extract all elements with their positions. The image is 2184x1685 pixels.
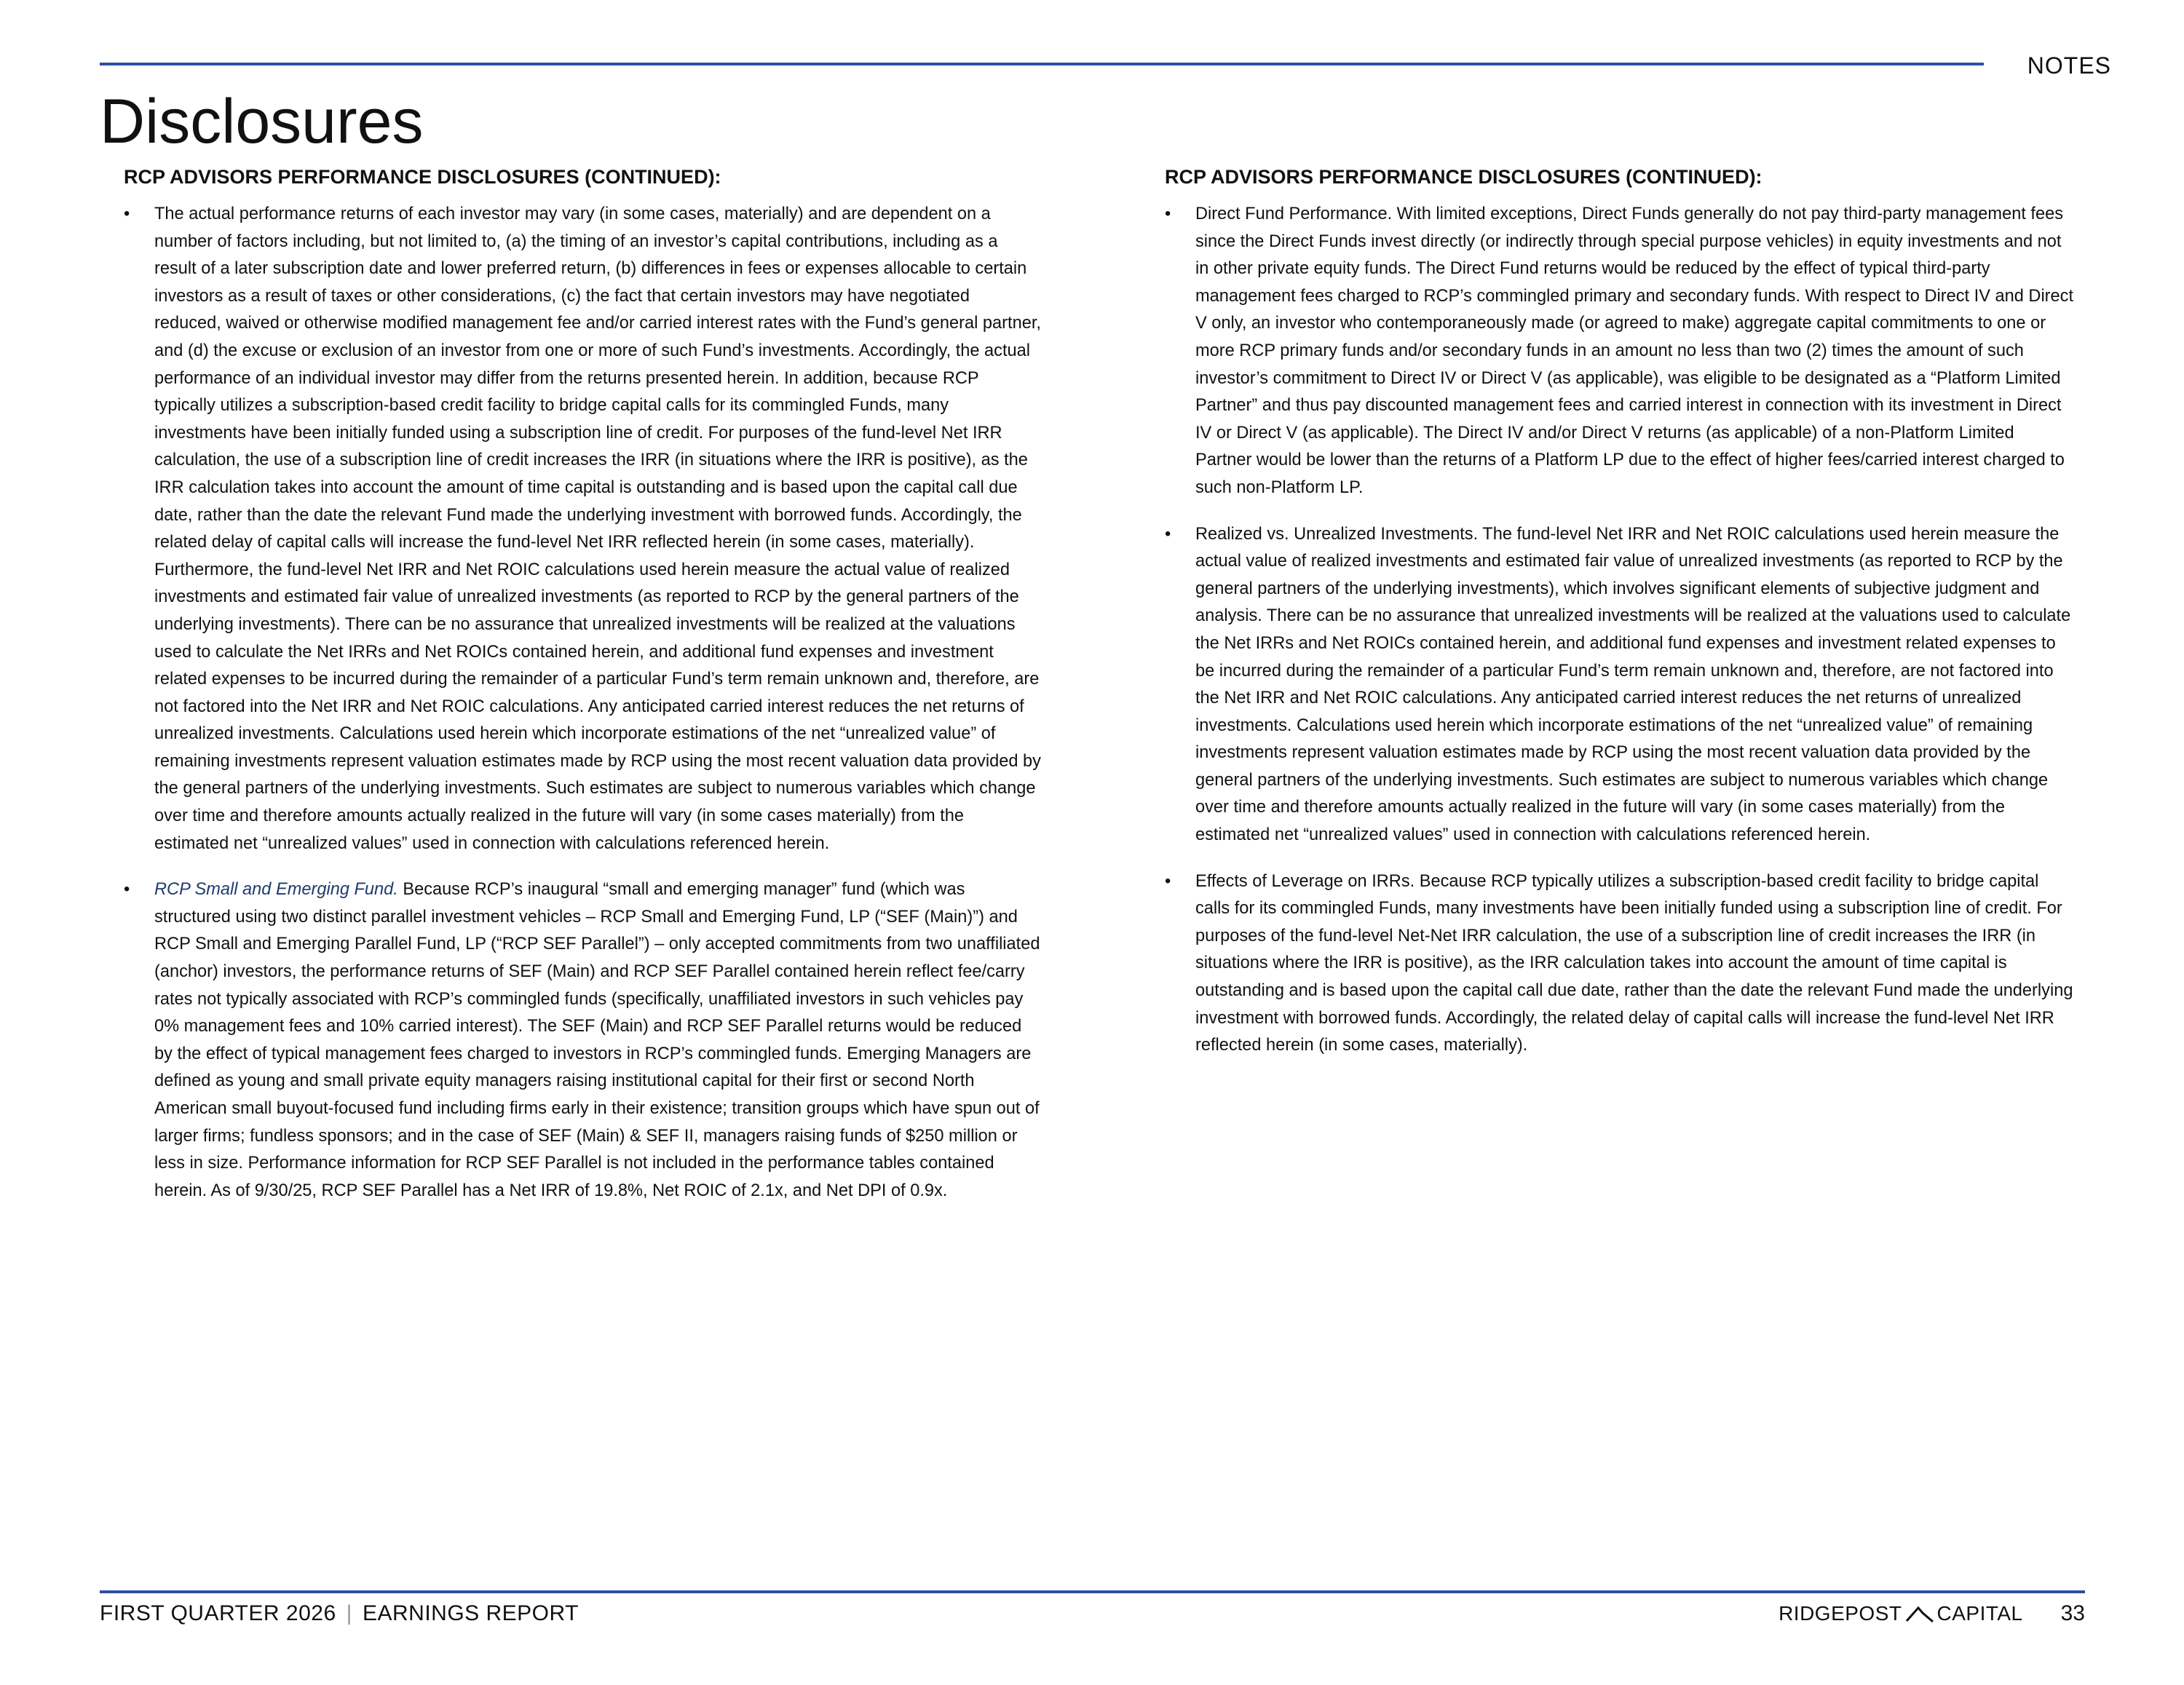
disclosure-bullet bbox=[1165, 201, 2075, 502]
logo-text-right: CAPITAL bbox=[1936, 1602, 2023, 1625]
footer-separator: | bbox=[346, 1601, 352, 1625]
right-column-heading: RCP ADVISORS PERFORMANCE DISCLOSURES (CONTINUED): bbox=[1165, 166, 1762, 188]
bullet-lead: RCP Small and Emerging Fund. bbox=[154, 880, 398, 900]
disclosure-bullet bbox=[124, 876, 1041, 1205]
page-title: Disclosures bbox=[100, 87, 424, 156]
section-tag: NOTES bbox=[2027, 52, 2111, 79]
company-logo bbox=[1779, 1602, 2023, 1625]
disclosure-bullet bbox=[1165, 868, 2075, 1060]
bullet-text: The actual performance returns of each investor may vary (in some cases, materially) and are dependent on a number of factors including, but not limited to, (a) the timing of an investor’s capital contributions, including as a result of a later subscription date and lower preferred return, (b) differences in fees or expenses allocable to certain investors as a result of taxes or other considerations, (c) the fact that certain investors may have negotiated reduced, waived or otherwise modified management fee and/or carried interest rates with the Fund’s general partner, and (d) the excuse or exclusion of an investor from one or more of such Fund’s investments. Accordingly, the actual performance of an individual investor may differ from the returns presented herein. In addition, because RCP typically utilizes a subscription-based credit facility to bridge capital calls for its commingled Funds, many investments have been initially funded using a subscription line of credit. For purposes of the fund-level Net IRR calculation, the use of a subscription line of credit increases the IRR (in situations where the IRR is positive), as the IRR calculation takes into account the amount of time capital is outstanding and is based upon the capital call due date, rather than the date the relevant Fund made the underlying investment with borrowed funds. Accordingly, the related delay of capital calls will increase the fund-level Net IRR reflected herein (in some cases, materially). Furthermore, the fund-level Net IRR and Net ROIC calculations used herein measure the actual value of realized investments and estimated fair value of unrealized investments (as reported to RCP by the general partners of the underlying investments). There can be no assurance that unrealized investments will be realized at the valuations used to calculate the Net IRRs and Net ROICs contained herein, and additional fund expenses and investment related expenses to be incurred during the remainder of a particular Fund’s term remain unknown and, therefore, are not factored into the Net IRR and Net ROIC calculations. Any anticipated carried interest reduces the net returns of unrealized investments. Calculations used herein which incorporate estimations of the net “unrealized value” of remaining investments represent valuation estimates made by RCP using the most recent valuation data provided by the general partners of the underlying investments. Such estimates are subject to numerous variables which change over time and therefore amounts actually realized in the future will vary (in some cases materially) from the estimated net “unrealized values” used in connection with calculations referenced herein. bbox=[154, 205, 1041, 853]
page-number: 33 bbox=[2060, 1601, 2085, 1625]
header-rule bbox=[100, 63, 1984, 66]
disclosure-bullet bbox=[124, 201, 1041, 857]
bullet-text: Because RCP’s inaugural “small and emerging manager” fund (which was structured using two distinct parallel investment vehicles – RCP Small and Emerging Fund, LP (“SEF (Main)”) and RCP Small and Emerging Parallel Fund, LP (“RCP SEF Parallel”) – only accepted commitments from two unaffiliated (anchor) investors, the performance returns of SEF (Main) and RCP SEF Parallel contained herein reflect fee/carry rates not typically associated with RCP’s commingled funds (specifically, unaffiliated investors in such vehicles pay 0% management fees and 10% carried interest). The SEF (Main) and RCP SEF Parallel returns would be reduced by the effect of typical management fees charged to investors in RCP’s commingled funds. Emerging Managers are defined as young and small private equity managers raising institutional capital for their first or second North American small buyout-focused fund including firms early in their existence; transition groups which have spun out of larger firms; fundless sponsors; and in the case of SEF (Main) & SEF II, managers raising funds of $250 million or less in size. Performance information for RCP SEF Parallel is not included in the performance tables contained herein. As of 9/30/25, RCP SEF Parallel has a Net IRR of 19.8%, Net ROIC of 2.1x, and Net DPI of 0.9x. bbox=[154, 880, 1040, 1200]
bullet-dot-icon: • bbox=[1165, 205, 1171, 223]
bullet-text: Direct Fund Performance. With limited exceptions, Direct Funds generally do not pay third-party management fees since the Direct Funds invest directly (or indirectly through special purpose vehicles) in equity investments and not in other private equity funds. The Direct Fund returns would be reduced by the effect of typical third-party management fees charged to RCP’s commingled primary and secondary funds. With respect to Direct IV and Direct V only, an investor who contemporaneously made (or agreed to make) aggregate capital commitments to one or more RCP primary funds and/or secondary funds in an amount no less than two (2) times the amount of such investor’s commitment to Direct IV or Direct V (as applicable), was eligible to be designated as a “Platform Limited Partner” and thus pay discounted management fees and carried interest in connection with its investment in Direct IV or Direct V (as applicable). The Direct IV and/or Direct V returns (as applicable) of a non-Platform Limited Partner would be lower than the returns of a Platform LP due to the effect of higher fees/carried interest charged to such non-Platform LP. bbox=[1195, 205, 2074, 497]
bullet-dot-icon: • bbox=[124, 205, 130, 223]
right-column bbox=[1165, 163, 2075, 1079]
bullet-dot-icon: • bbox=[124, 880, 130, 900]
bullet-text: Effects of Leverage on IRRs. Because RCP typically utilizes a subscription-based credit facility to bridge capital calls for its commingled Funds, many investments have been initially funded using a subscription line of credit. For purposes of the fund-level Net-Net IRR calculation, the use of a subscription line of credit increases the IRR (in situations where the IRR is positive), as the IRR calculation takes into account the amount of time capital is outstanding and is based upon the capital call due date, rather than the date the relevant Fund made the underlying investment with borrowed funds. Accordingly, the related delay of capital calls will increase the fund-level Net IRR reflected herein (in some cases, materially). bbox=[1195, 871, 2073, 1055]
left-column bbox=[124, 163, 1041, 1224]
logo-peak-icon bbox=[1905, 1604, 1934, 1623]
report-name: EARNINGS REPORT bbox=[362, 1601, 579, 1625]
report-period: FIRST QUARTER 2026 bbox=[100, 1601, 336, 1625]
footer-branding bbox=[1779, 1601, 2085, 1626]
bullet-dot-icon: • bbox=[1165, 871, 1171, 891]
right-bullet-list bbox=[1165, 201, 2075, 1060]
logo-text-left: RIDGEPOST bbox=[1779, 1602, 1902, 1625]
bullet-text: Realized vs. Unrealized Investments. The fund-level Net IRR and Net ROIC calculations used herein measure the actual value of realized investments and estimated fair value of unrealized investments (as reported to RCP by the general partners of the underlying investments), which involves significant elements of subjective judgment and analysis. There can be no assurance that unrealized investments will be realized at the valuations used to calculate the Net IRRs and Net ROICs contained herein, and additional fund expenses and investment related expenses to be incurred during the remainder of a particular Fund’s term remain unknown and, therefore, are not factored into the Net IRR and Net ROIC calculations. Any anticipated carried interest reduces the net returns of unrealized investments. Calculations used herein which incorporate estimations of the net “unrealized value” of remaining investments represent valuation estimates made by RCP using the most recent valuation data provided by the general partners of the underlying investments. Such estimates are subject to numerous variables which change over time and therefore amounts actually realized in the future will vary (in some cases materially) from the estimated net “unrealized values” used in connection with calculations referenced herein. bbox=[1195, 524, 2071, 845]
bullet-dot-icon: • bbox=[1165, 524, 1171, 544]
footer-report-label bbox=[100, 1601, 579, 1626]
left-bullet-list bbox=[124, 201, 1041, 1205]
footer-rule bbox=[100, 1590, 2085, 1593]
left-column-heading: RCP ADVISORS PERFORMANCE DISCLOSURES (CONTINUED): bbox=[124, 166, 721, 188]
disclosure-bullet bbox=[1165, 521, 2075, 849]
